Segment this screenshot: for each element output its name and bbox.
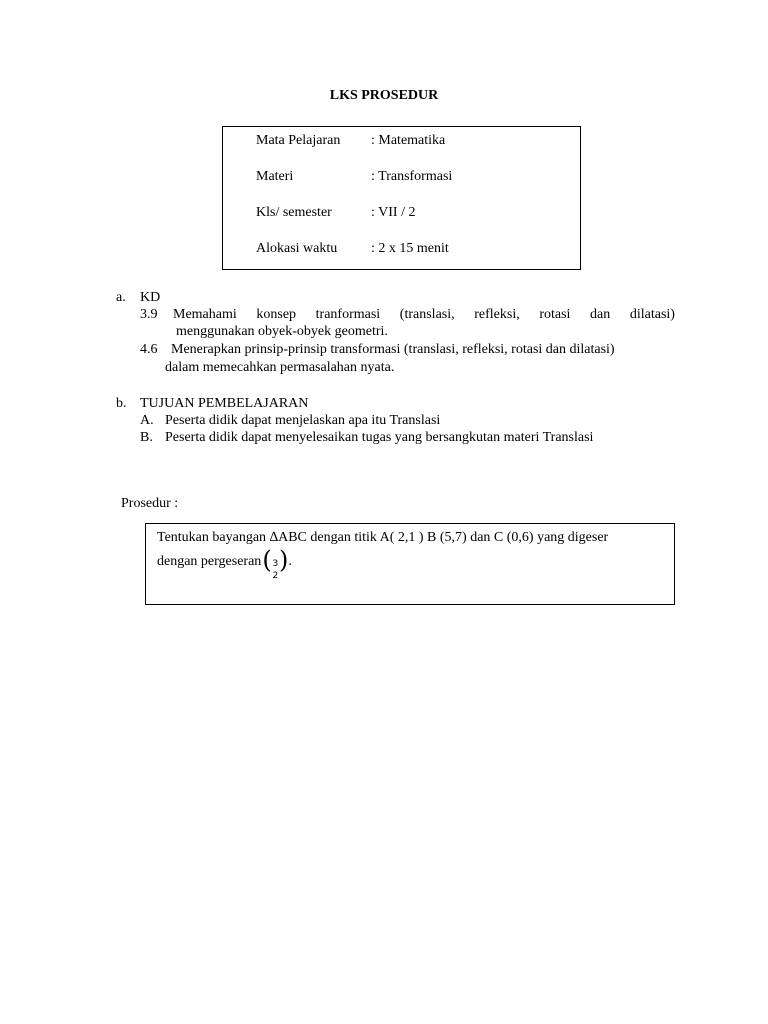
task-line2 (157, 546, 292, 581)
info-value-class: : VII / 2 (371, 205, 416, 220)
kd-4-6-line2: dalam memecahkan permasalahan nyata. (165, 360, 395, 375)
objective-a-marker: A. (140, 413, 154, 428)
objective-a-text: Peserta didik dapat menjelaskan apa itu Translasi (165, 413, 441, 428)
kd-3-9-word: tranformasi (315, 307, 381, 322)
objective-b-text: Peserta didik dapat menyelesaikan tugas yang bersangkutan materi Translasi (165, 430, 594, 445)
kd-3-9-line2: menggunakan obyek-obyek geometri. (176, 324, 388, 339)
kd-4-6-line1: Menerapkan prinsip-prinsip transformasi (translasi, refleksi, rotasi dan dilatasi) (171, 342, 615, 357)
left-paren-icon: ( (262, 546, 272, 574)
task-line2-suffix: . (288, 554, 292, 570)
kd-3-9-word: dilatasi) (629, 307, 675, 322)
kd-3-9-word: dan (590, 307, 611, 322)
vector-top: 3 (272, 559, 279, 569)
page-title: LKS PROSEDUR (329, 88, 439, 103)
info-label-material: Materi (256, 169, 294, 184)
kd-3-9-word: refleksi, (474, 307, 520, 322)
task-line1: Tentukan bayangan ∆ABC dengan titik A( 2,1 ) B (5,7) dan C (0,6) yang digeser (157, 530, 609, 545)
section-b-heading: TUJUAN PEMBELAJARAN (140, 396, 309, 411)
objective-b-marker: B. (140, 430, 153, 445)
kd-3-9-word: (translasi, (399, 307, 455, 322)
kd-3-9-word: Memahami (173, 307, 237, 322)
kd-3-9-line1 (173, 307, 675, 323)
info-label-subject: Mata Pelajaran (256, 133, 341, 148)
kd-3-9-number: 3.9 (140, 307, 158, 322)
info-value-material: : Transformasi (371, 169, 453, 184)
vector-bottom: 2 (272, 571, 279, 581)
section-a-marker: a. (116, 290, 126, 305)
task-line2-prefix: dengan pergeseran (157, 554, 262, 570)
section-a-heading: KD (140, 290, 161, 305)
info-label-class: Kls/ semester (256, 205, 332, 220)
right-paren-icon: ) (278, 546, 289, 574)
kd-4-6-number: 4.6 (140, 342, 158, 357)
section-b-marker: b. (116, 396, 127, 411)
info-value-subject: : Matematika (371, 133, 446, 148)
info-label-time: Alokasi waktu (256, 241, 338, 256)
kd-3-9-word: rotasi (539, 307, 571, 322)
kd-3-9-word: konsep (256, 307, 297, 322)
prosedur-label: Prosedur : (121, 496, 179, 511)
info-value-time: : 2 x 15 menit (371, 241, 449, 256)
translation-vector (262, 546, 289, 581)
